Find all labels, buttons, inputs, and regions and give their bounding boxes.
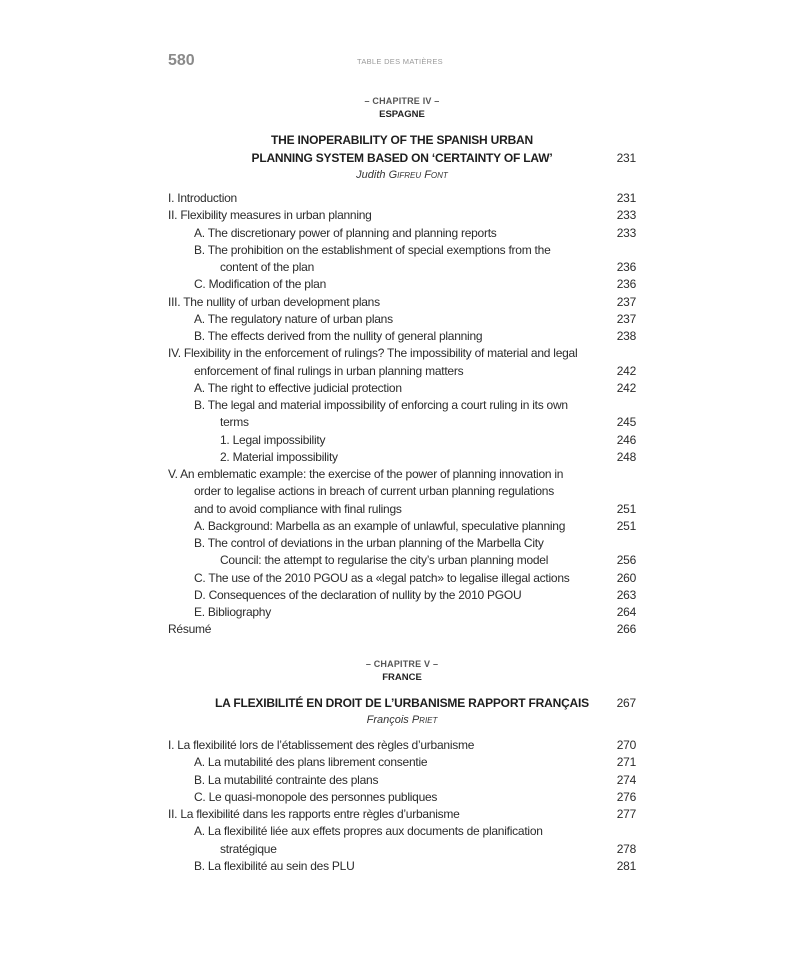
chapter-country: ESPAGNE [379, 109, 425, 120]
toc-entry-page: 236 [616, 260, 636, 274]
toc-entry[interactable] [168, 190, 636, 207]
toc-entry-page: 246 [616, 432, 636, 447]
chapter-title-page: 267 [616, 696, 636, 710]
toc-entry-page: 274 [616, 772, 636, 787]
toc-entry[interactable] [168, 754, 636, 771]
toc-entry-text: V. An emblematic example: the exercise of the power of planning innovation in [168, 467, 564, 481]
toc-entry-text-cont: Council: the attempt to regularise the city’s urban planning model [220, 553, 549, 568]
toc-entry-text-cont: stratégique [220, 841, 277, 856]
toc-entry[interactable] [168, 311, 636, 328]
toc-entry-page: 233 [616, 225, 636, 240]
toc-entry[interactable] [168, 328, 636, 345]
toc-entry-text-cont: terms [220, 415, 249, 430]
toc-entry-text: II. La flexibilité dans les rapports entre règles d’urbanisme [168, 807, 460, 821]
toc-entry-text: A. La flexibilité liée aux effets propres aux documents de planification [194, 824, 543, 839]
chapter-v-heading [168, 659, 636, 683]
toc-entry[interactable] [168, 806, 636, 823]
chapter-title-line [168, 694, 636, 712]
author-last-name: Gifreu Font [388, 169, 448, 181]
toc-entry-text: B. The control of deviations in the urban planning of the Marbella City [194, 536, 544, 550]
toc-entry[interactable] [168, 397, 636, 432]
chapter-v-title-block [168, 694, 636, 729]
chapter-title-line: THE INOPERABILITY OF THE SPANISH URBAN [271, 133, 533, 147]
toc-entry-text: III. The nullity of urban development plans [168, 294, 380, 309]
running-header: TABLE DES MATIÈRES [357, 57, 443, 66]
toc-entry[interactable] [168, 535, 636, 570]
toc-entry[interactable] [168, 823, 636, 858]
toc-entry-text: A. The regulatory nature of urban plans [194, 311, 393, 326]
chapter-author [168, 712, 636, 729]
toc-entry[interactable] [168, 225, 636, 242]
chapter-title-line [168, 149, 636, 167]
toc-entry-page: 263 [616, 587, 636, 602]
toc-entry[interactable] [168, 737, 636, 754]
toc-entry-text: IV. Flexibility in the enforcement of rulings? The impossibility of material and legal [168, 346, 578, 361]
toc-entry-text: I. La flexibilité lors de l’établissement des règles d’urbanisme [168, 738, 475, 752]
toc-entry-page: 270 [616, 738, 636, 752]
toc-entry[interactable] [168, 276, 636, 293]
toc-entry[interactable] [168, 772, 636, 789]
toc-entry-page: 276 [616, 789, 636, 804]
toc-entry-page: 248 [616, 449, 636, 464]
toc-entry-text: A. The discretionary power of planning and planning reports [194, 225, 497, 240]
toc-entry[interactable] [168, 345, 636, 380]
toc-entry[interactable] [168, 242, 636, 277]
toc-entry-text: B. The effects derived from the nullity of general planning [194, 329, 483, 343]
toc-entry-page: 281 [616, 858, 636, 873]
toc-entry-text: B. The prohibition on the establishment of special exemptions from the [194, 242, 551, 257]
chapter-title-text: LA FLEXIBILITÉ EN DROIT DE L’URBANISME RAPPORT FRANÇAIS [215, 696, 589, 710]
toc-entry-page: 271 [616, 755, 636, 770]
toc-entry-page: 256 [616, 553, 636, 568]
toc-entry[interactable] [168, 587, 636, 604]
toc-entry-text: C. The use of the 2010 PGOU as a «legal patch» to legalise illegal actions [194, 570, 570, 585]
toc-entry-page: 231 [616, 191, 636, 205]
toc-entry-text: D. Consequences of the declaration of nullity by the 2010 PGOU [194, 587, 522, 602]
toc-entry[interactable] [168, 789, 636, 806]
toc-entry-page: 237 [616, 311, 636, 326]
author-first-name: François [366, 714, 409, 726]
toc-entry-page: 245 [616, 415, 636, 430]
toc-entry-text-cont: enforcement of final rulings in urban planning matters [194, 363, 464, 378]
toc-entry-text-cont: and to avoid compliance with final rulings [194, 501, 402, 516]
toc-entry[interactable] [168, 570, 636, 587]
toc-entry[interactable] [168, 207, 636, 224]
toc-entry-page: 277 [616, 807, 636, 821]
chapter-author [168, 167, 636, 184]
toc-entry-page: 236 [616, 277, 636, 292]
toc-chapter-v [168, 737, 636, 875]
chapter-iv-heading [168, 96, 636, 120]
toc-entry-text: C. Le quasi-monopole des personnes publiques [194, 789, 438, 804]
toc-entry[interactable] [168, 621, 636, 638]
toc-entry-page: 237 [616, 294, 636, 309]
toc-entry[interactable] [168, 432, 636, 449]
toc-entry-text-cont: order to legalise actions in breach of current urban planning regulations [194, 484, 554, 499]
toc-entry-page: 260 [616, 570, 636, 585]
toc-entry-text: B. The legal and material impossibility of enforcing a court ruling in its own [194, 398, 568, 412]
toc-entry-text: C. Modification of the plan [194, 277, 326, 292]
chapter-label: – CHAPITRE V – [365, 659, 439, 669]
toc-entry-page: 233 [616, 208, 636, 223]
toc-entry-text: 2. Material impossibility [220, 449, 338, 464]
toc-entry[interactable] [168, 518, 636, 535]
toc-entry[interactable] [168, 604, 636, 621]
toc-entry[interactable] [168, 858, 636, 875]
chapter-title-text: PLANNING SYSTEM BASED ON ‘CERTAINTY OF LAW’ [251, 151, 553, 165]
toc-entry[interactable] [168, 294, 636, 311]
toc-entry[interactable] [168, 466, 636, 518]
toc-entry[interactable] [168, 449, 636, 466]
toc-entry-text: B. La mutabilité contrainte des plans [194, 772, 379, 787]
toc-entry-page: 242 [616, 363, 636, 378]
toc-entry-text: A. The right to effective judicial protection [194, 380, 402, 395]
toc-chapter-iv [168, 190, 636, 639]
toc-entry-page: 238 [616, 329, 636, 343]
toc-entry-text: I. Introduction [168, 191, 237, 205]
author-last-name: Priet [411, 714, 438, 726]
toc-entry-text: A. La mutabilité des plans librement consentie [194, 755, 428, 770]
toc-entry-page: 251 [616, 518, 636, 533]
chapter-country: FRANCE [382, 672, 422, 683]
toc-entry-page: 266 [616, 622, 636, 637]
chapter-label: – CHAPITRE IV – [364, 96, 440, 106]
toc-entry-text: B. La flexibilité au sein des PLU [194, 858, 355, 873]
toc-entry-text: II. Flexibility measures in urban planning [168, 208, 372, 223]
toc-entry-text: Résumé [168, 622, 212, 637]
toc-entry-text: 1. Legal impossibility [220, 432, 326, 447]
chapter-iv-title-block [168, 131, 636, 184]
toc-entry-page: 278 [616, 841, 636, 856]
chapter-title-page: 231 [616, 151, 636, 165]
toc-entry-text: E. Bibliography [194, 605, 271, 619]
author-first-name: Judith [356, 169, 386, 181]
toc-entry-page: 251 [616, 501, 636, 516]
toc-entry-text: A. Background: Marbella as an example of unlawful, speculative planning [194, 518, 566, 533]
toc-entry[interactable] [168, 380, 636, 397]
toc-entry-text-cont: content of the plan [220, 260, 314, 274]
toc-entry-page: 264 [616, 605, 636, 619]
toc-entry-page: 242 [616, 380, 636, 395]
page-number: 580 [168, 52, 195, 69]
